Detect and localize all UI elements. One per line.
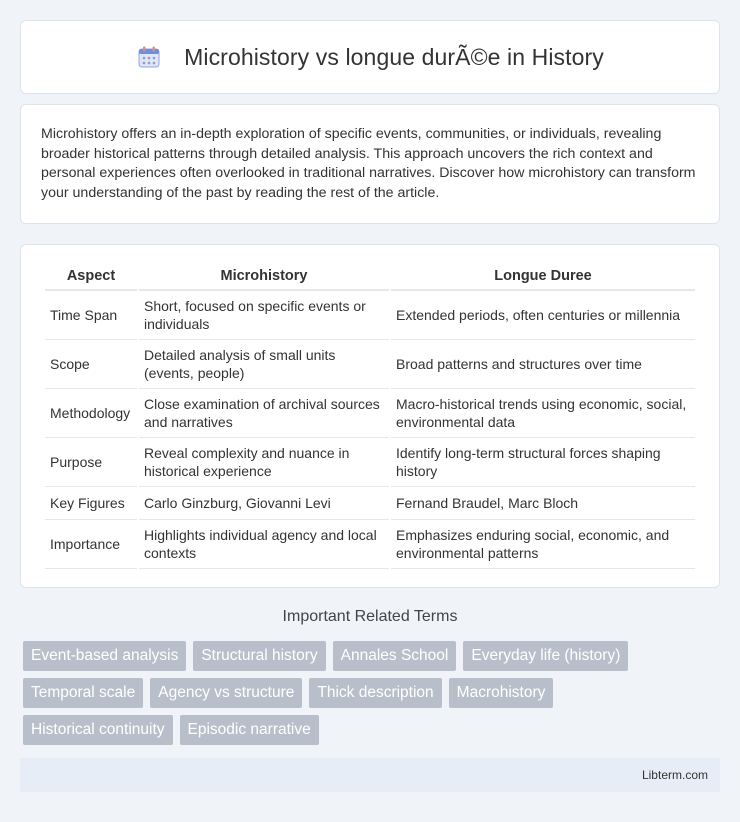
cell-aspect: Methodology bbox=[45, 389, 137, 438]
intro-card bbox=[20, 104, 720, 224]
related-terms-heading: Important Related Terms bbox=[282, 608, 458, 625]
header-microhistory: Microhistory bbox=[139, 265, 389, 291]
comparison-table bbox=[43, 265, 697, 569]
tag-annales-school[interactable]: Annales School bbox=[333, 641, 457, 671]
related-terms-list bbox=[23, 641, 713, 752]
cell-aspect: Time Span bbox=[45, 291, 137, 340]
cell-aspect: Key Figures bbox=[45, 487, 137, 520]
tag-temporal-scale[interactable]: Temporal scale bbox=[23, 678, 143, 708]
table-row bbox=[45, 291, 695, 340]
table-row bbox=[45, 487, 695, 520]
cell-microhistory: Highlights individual agency and local contexts bbox=[139, 520, 389, 569]
cell-microhistory: Close examination of archival sources and narratives bbox=[139, 389, 389, 438]
tag-event-based-analysis[interactable]: Event-based analysis bbox=[23, 641, 186, 671]
cell-longue-duree: Emphasizes enduring social, economic, and environmental patterns bbox=[391, 520, 695, 569]
cell-longue-duree: Macro-historical trends using economic, social, environmental data bbox=[391, 389, 695, 438]
footer-brand-link[interactable]: Libterm.com bbox=[641, 768, 708, 782]
cell-aspect: Scope bbox=[45, 340, 137, 389]
comparison-card bbox=[20, 244, 720, 588]
footer bbox=[20, 758, 720, 792]
cell-longue-duree: Fernand Braudel, Marc Bloch bbox=[391, 487, 695, 520]
table-row bbox=[45, 340, 695, 389]
cell-aspect: Importance bbox=[45, 520, 137, 569]
cell-longue-duree: Broad patterns and structures over time bbox=[391, 340, 695, 389]
page-title: Microhistory vs longue durÃ©e in History bbox=[184, 43, 604, 70]
cell-microhistory: Reveal complexity and nuance in historical experience bbox=[139, 438, 389, 487]
title-card bbox=[20, 20, 720, 94]
tag-macrohistory[interactable]: Macrohistory bbox=[449, 678, 554, 708]
cell-microhistory: Short, focused on specific events or individuals bbox=[139, 291, 389, 340]
cell-longue-duree: Extended periods, often centuries or millennia bbox=[391, 291, 695, 340]
header-longue-duree: Longue Duree bbox=[391, 265, 695, 291]
tag-everyday-life[interactable]: Everyday life (history) bbox=[463, 641, 628, 671]
table-row bbox=[45, 389, 695, 438]
table-row bbox=[45, 520, 695, 569]
tag-structural-history[interactable]: Structural history bbox=[193, 641, 325, 671]
calendar-icon bbox=[136, 44, 162, 70]
cell-longue-duree: Identify long-term structural forces shaping history bbox=[391, 438, 695, 487]
table-row bbox=[45, 438, 695, 487]
header-aspect: Aspect bbox=[45, 265, 137, 291]
tag-historical-continuity[interactable]: Historical continuity bbox=[23, 715, 173, 745]
cell-microhistory: Carlo Ginzburg, Giovanni Levi bbox=[139, 487, 389, 520]
tag-thick-description[interactable]: Thick description bbox=[309, 678, 441, 708]
table-header-row bbox=[45, 265, 695, 291]
cell-microhistory: Detailed analysis of small units (events, people) bbox=[139, 340, 389, 389]
cell-aspect: Purpose bbox=[45, 438, 137, 487]
intro-paragraph: Microhistory offers an in-depth exploration of specific events, communities, or individuals, revealing broader historical patterns through detailed analysis. This approach uncovers the rich context and personal experiences often overlooked in traditional narratives. Discover how microhistory can transform your understanding of the past by reading the rest of the article. bbox=[41, 126, 696, 201]
tag-agency-vs-structure[interactable]: Agency vs structure bbox=[150, 678, 302, 708]
tag-episodic-narrative[interactable]: Episodic narrative bbox=[180, 715, 319, 745]
